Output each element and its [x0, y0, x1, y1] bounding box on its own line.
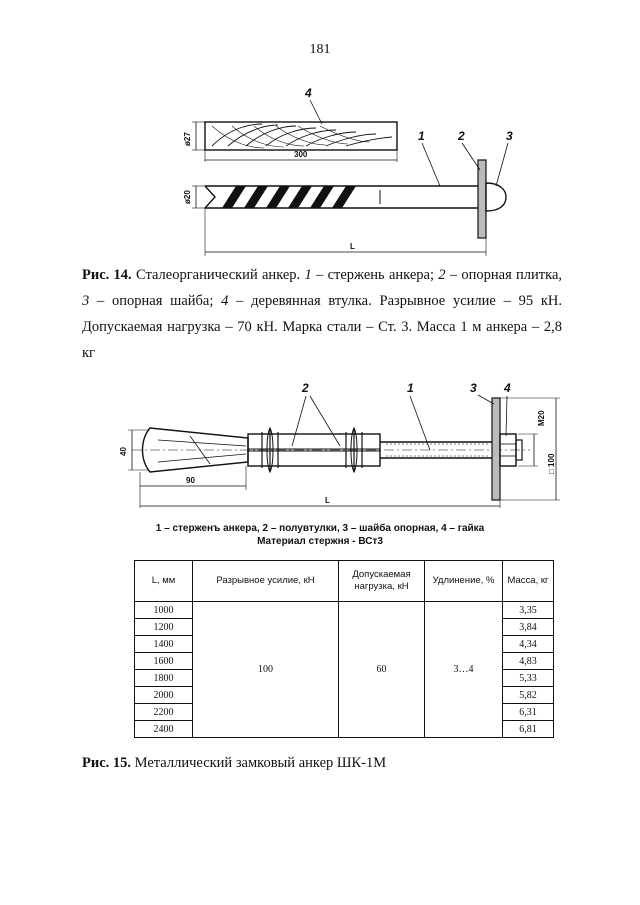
wooden-sleeve [205, 122, 397, 150]
allowable-load-value: 60 [339, 602, 425, 738]
fig15-callout-1: 1 [407, 381, 414, 395]
figure-15-legend: 1 – стерженъ анкера, 2 – полувтулки, 3 – шайба опорная, 4 – гайка [155, 523, 485, 534]
table-header-row [135, 561, 554, 602]
fig14-callout-2: 2 [458, 129, 465, 143]
dim-rod-diameter: ø20 [183, 190, 192, 204]
figure-15-material: Материал стержня - ВСт3 [257, 536, 383, 547]
table-row: 1000 100 60 3…4 3,35 [135, 602, 554, 619]
fig15-callout-3: 3 [470, 381, 477, 395]
table-row: 2200 6,31 [135, 704, 554, 721]
dim-thread: M20 [537, 410, 546, 426]
figure-15-title: Металлический замковый анкер ШК-1М [134, 755, 387, 771]
dim-anchor-length-15: L [325, 496, 330, 505]
figure-15-label: Рис. 15. [82, 755, 132, 771]
bearing-washer [486, 183, 506, 211]
table-row: 1800 5,33 [135, 670, 554, 687]
dim-washer-size: □ 100 [547, 453, 556, 474]
col-elongation: Удлинение, % [425, 561, 503, 602]
table-row: 1200 3,84 [135, 619, 554, 636]
bearing-washer-15 [492, 398, 500, 500]
figure-15-caption [82, 755, 386, 772]
table-row: 1600 4,83 [135, 653, 554, 670]
fig15-callout-4: 4 [504, 381, 511, 395]
figure-15-drawing [0, 370, 640, 520]
figure-14-caption: Рис. 14. Сталеорганический анкер. 1 – стержень анкера; 2 – опорная плитка, 3 – опорная шайба; 4 – деревянная втулка. Разрывное усилие – 95 кН. Допускаемая нагрузка – 70 кН. Марка стали – Ст. 3. Масса 1 м анкера – 2,8 кг [82, 267, 563, 361]
fig14-callout-3: 3 [506, 129, 513, 143]
figure-14-drawing [0, 80, 640, 260]
table-row: 1400 4,34 [135, 636, 554, 653]
figure-14-title: Сталеорганический анкер. [135, 267, 301, 283]
fig14-callout-4: 4 [305, 86, 312, 100]
anchor-rod-15 [132, 442, 530, 458]
break-force-value: 100 [193, 602, 339, 738]
fig15-callout-2: 2 [302, 381, 309, 395]
dim-sleeve-length: 300 [294, 150, 308, 159]
table-row: 2000 5,82 [135, 687, 554, 704]
dim-tip-length: 90 [186, 476, 195, 485]
figure-14-label: Рис. 14. [82, 267, 132, 283]
dim-tip-diameter: 40 [119, 447, 128, 456]
col-mass: Масса, кг [503, 561, 554, 602]
table-row: 2400 6,81 [135, 721, 554, 738]
dim-sleeve-diameter: ø27 [183, 132, 192, 146]
anchor-specs-table [134, 560, 554, 738]
dim-anchor-length: L [350, 242, 355, 251]
anchor-rod [205, 186, 478, 208]
page-number: 181 [309, 42, 331, 57]
col-allowable-load: Допускаемая нагрузка, кН [339, 561, 425, 602]
col-length: L, мм [135, 561, 193, 602]
col-break-force: Разрывное усилие, кН [193, 561, 339, 602]
elongation-value: 3…4 [425, 602, 503, 738]
bearing-plate [478, 160, 486, 238]
fig14-callout-1: 1 [418, 129, 425, 143]
